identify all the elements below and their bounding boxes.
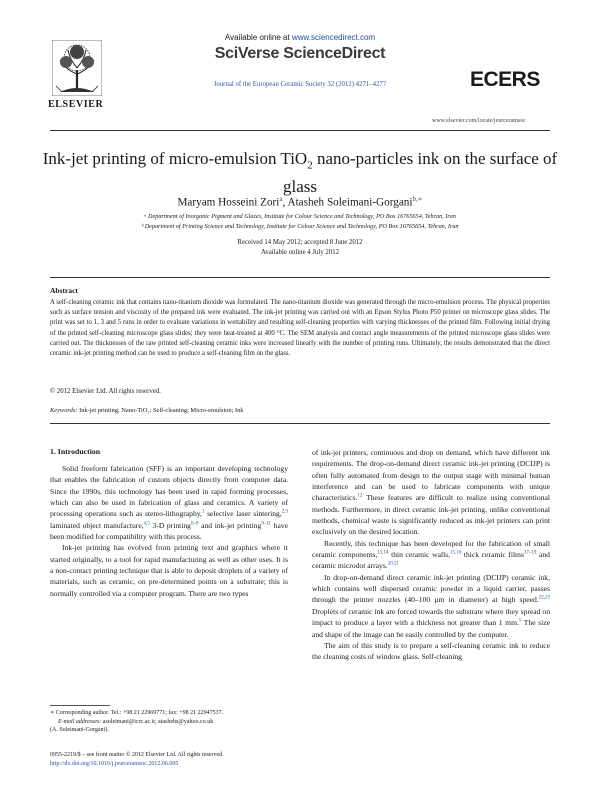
footnote-divider	[50, 705, 110, 706]
title-subscript: 2	[307, 159, 313, 172]
citation-link[interactable]: 6–8	[190, 521, 199, 527]
abstract-top-divider	[50, 277, 550, 278]
text-span: The size and shape of the image can be easily controlled by the computer.	[312, 618, 550, 639]
citation-link[interactable]: 2,3	[281, 509, 288, 515]
header-divider	[50, 130, 550, 131]
received-date: Received 14 May 2012; accepted 8 June 2012	[237, 239, 363, 246]
abstract-bottom-divider	[50, 423, 550, 424]
text-span: 3-D printing	[149, 520, 191, 530]
affiliations	[60, 212, 540, 231]
author-1: Maryam Hosseini Zori	[177, 196, 280, 209]
citation-link[interactable]: 12	[357, 493, 363, 499]
citation-link[interactable]: 17–19	[523, 550, 537, 556]
text-span: In drop-on-demand direct ceramic ink-jet printing (DCIJP) ceramic ink, which contains well dispersed ceramic powder in a liquid carrier, passes through the printer nozzles (40–100 μm in diameter) at high speed.	[312, 572, 550, 605]
intro-paragraph-5	[312, 572, 550, 640]
intro-paragraph-1	[50, 463, 288, 542]
author-name-note: (A. Soleimani-Gorgani).	[50, 727, 109, 734]
citation-link[interactable]: 20,21	[387, 561, 399, 567]
author-2-affil[interactable]: b,∗	[412, 195, 423, 203]
intro-paragraph-6: The aim of this study is to prepare a self-cleaning ceramic ink to reduce the cleaning costs of window glass. Self-cleaning	[312, 640, 550, 662]
availability-line	[0, 33, 600, 42]
article-title	[30, 148, 570, 197]
text-span: of ink-jet printers, continuous and drop on demand, which have different ink requirements. The drop-on-demand direct ceramic ink-jet printing (DCIJP) is often fully automated from design to the output stage with minimal human interference and can be used to fabricate components with unique characteristics.	[312, 448, 550, 503]
citation-link[interactable]: 4,5	[143, 521, 150, 527]
section-heading-introduction: 1. Introduction	[50, 447, 101, 456]
left-column	[50, 463, 288, 599]
author-2: , Atasheh Soleimani-Gorgani	[282, 196, 413, 209]
corresponding-contact: ∗ Corresponding author. Tel.: +98 21 22969771; fax: +98 21 22947537.	[50, 710, 224, 716]
email-line	[50, 718, 290, 727]
journal-reference-link[interactable]: Journal of the European Ceramic Society 32 (2012) 4271–4277	[213, 81, 387, 88]
citation-link[interactable]: 22,23	[538, 595, 550, 601]
intro-paragraph-2: Ink-jet printing has evolved from printing text and graphics where it started originally, to a tool for rapid manufacturing as well as other uses. It is a non-contact printing technique that is able to deposit droplets of a variety of materials, such as ceramic, on pre-determined points on a substrate; this is normally controlled via a computer program. There are two types	[50, 543, 288, 598]
doi-link[interactable]: http://dx.doi.org/10.1016/j.jeurceramsoc.2012.06.005	[50, 760, 179, 767]
text-span: Droplets of ceramic ink are forced towards the substrate where they spread on impact to produce a layer with a thickness not greater than 1 mm.	[312, 606, 550, 628]
right-column	[312, 447, 550, 663]
intro-paragraph-3	[312, 447, 550, 538]
title-part-1: Ink-jet printing of micro-emulsion TiO	[42, 149, 308, 168]
abstract-heading: Abstract	[50, 286, 78, 295]
sciencedirect-link[interactable]: www.sciencedirect.com	[291, 33, 376, 42]
keywords-label: Keywords:	[50, 407, 78, 414]
text-span: thick ceramic films	[461, 550, 524, 560]
title-part-2: nano-particles ink on the surface of glass	[283, 149, 558, 197]
online-date: Available online 4 July 2012	[260, 248, 340, 256]
article-dates	[0, 238, 600, 257]
citation-link[interactable]: 1	[201, 509, 205, 515]
text-span: These features are difficult to realize using conventional methods. Furthermore, in direct ceramic ink-jet printing, unlike conventional methods, chemical waste is significantly reduced as ink-jet printers can print exclusively on the desired location.	[312, 493, 550, 537]
author-1-affil[interactable]: a	[279, 195, 283, 203]
text-span: Recently, this technique has been developed for the fabrication of small ceramic components,	[312, 538, 550, 560]
citation-link[interactable]: 13,14	[377, 550, 389, 556]
corresponding-author-footnote	[50, 709, 290, 735]
publisher-name: ELSEVIER	[48, 99, 104, 110]
keywords	[50, 407, 243, 414]
text-span: and ceramic microdot arrays.	[312, 550, 550, 571]
ecers-logo: ECERS	[470, 68, 540, 91]
page-footer	[50, 751, 224, 768]
text-span: thin ceramic walls,	[388, 550, 451, 560]
issn-line: 0955-2219/$ – see front matter © 2012 Elsevier Ltd. All rights reserved.	[50, 752, 224, 758]
abstract-copyright: © 2012 Elsevier Ltd. All rights reserved.	[50, 388, 161, 395]
email-addresses[interactable]: asoleimani@icrc.ac.ir, atashehs@yahoo.co.uk	[101, 718, 214, 725]
affiliation-a: ᵃ Department of Inorganic Pigment and Glazes, Institute for Colour Science and Technology, PO Box 16765654, Tehran, Iran	[144, 213, 456, 220]
intro-paragraph-4	[312, 538, 550, 572]
text-span: laminated object manufacture,	[50, 520, 144, 530]
affiliation-b: ᵇ Department of Printing Science and Technology, Institute for Colour Science and Technology, PO Box 16765654, Tehran, Iran	[141, 222, 459, 230]
email-label: E-mail addresses:	[58, 718, 102, 725]
citation-link[interactable]: 9–11	[261, 521, 272, 527]
journal-homepage[interactable]: www.elsevier.com/locate/jeurceramsoc	[432, 118, 526, 124]
text-span: Solid freeform fabrication (SFF) is an important developing technology that enables the fabrication of custom objects directly from computer data. Since the 1990s, this technology has been used in rapid forming processes, which can also be used in fabrication of glass and ceramics. A variety of processing operations such as stereo-lithography,	[50, 464, 288, 519]
citation-link[interactable]: 5	[518, 618, 522, 624]
abstract-text: A self-cleaning ceramic ink that contains nano-titanium dioxide was formulated. The nano-titanium dioxide was generated through the micro-emulsion process. The physical properties such as surface tension and viscosity of the prepared ink were evaluated. The ink-jet printing was carried out with an Epson Stylus Photo P50 printer on microscope glass slides. The print was set to 1, 3 and 5 runs in order to evaluate variations in wettability and resulting self-cleaning properties with varying thicknesses of the printed film. Following initial drying of the printed self-cleaning microscope glass slides; they were heat-treated at 400 °C. The SEM analysis and contact angle measurements of the printed microscope glass slides were carried out. The thicknesses of the raw printed self-cleaning ceramic inks were increased linearly with the number of printing runs. Ultimately, the results demonstrated that the direct ceramic ink-jet printing method can be used to produce a self-cleaning film on the glass.	[50, 299, 550, 358]
citation-link[interactable]: 15,16	[450, 550, 462, 556]
platform-name: SciVerse ScienceDirect	[214, 45, 386, 62]
author-list	[0, 195, 600, 209]
text-span: and ink-jet printing	[198, 520, 262, 530]
text-span: selective laser sintering,	[204, 509, 282, 519]
availability-prefix: Available online at	[224, 33, 292, 42]
keywords-list: Ink-jet printing; Nano-TiO₂; Self-cleaning; Micro-emulsion; Ink	[77, 407, 244, 414]
text-span: have been modified for compatibility with this process.	[50, 520, 289, 542]
